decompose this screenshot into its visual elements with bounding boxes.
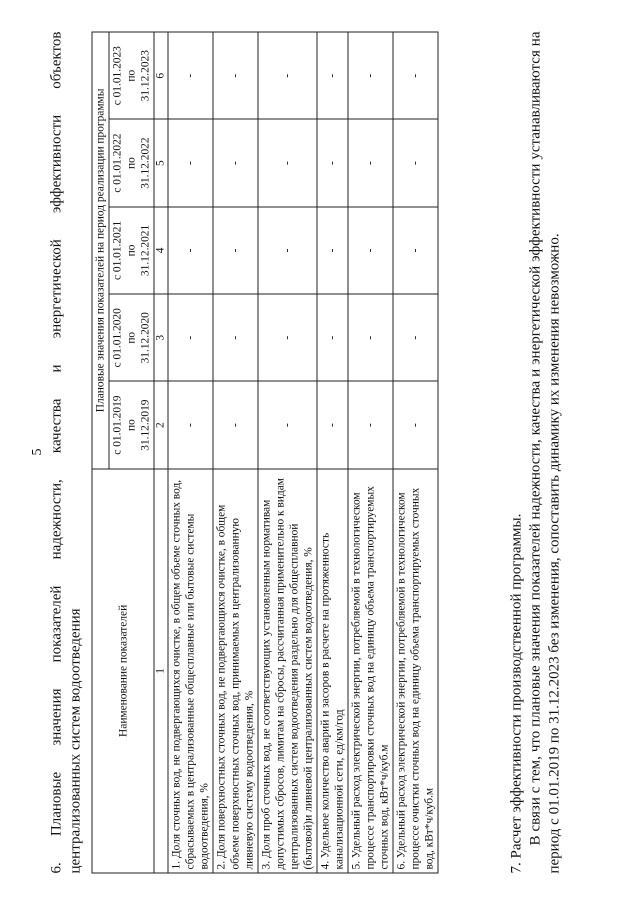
indicator-name: 6. Удельный расход электрической энергии, потребляемой в технологическом процессе очистки сточных вод на единицу объема транспортируемых сточных вод, кВт*ч/куб.м <box>393 469 438 873</box>
indicator-value: - <box>393 119 438 206</box>
heading-word: надежности, <box>48 479 65 560</box>
section6-heading <box>48 32 86 874</box>
indicator-value: - <box>168 294 213 381</box>
table-row <box>258 32 317 873</box>
column-number: 4 <box>154 207 168 294</box>
indicator-value: - <box>168 32 213 119</box>
column-number-row <box>154 32 168 873</box>
indicator-value: - <box>213 119 258 206</box>
indicator-value: - <box>213 207 258 294</box>
section7-title: 7. Расчет эффективности производственной программы. <box>508 513 525 874</box>
column-number: 2 <box>154 381 168 468</box>
table-row <box>317 32 348 873</box>
indicator-name: 5. Удельный расход электрической энергии, потребляемой в технологическом процессе транспортировки сточных вод на единицу объема транспортируемых сточных вод, кВт*ч/куб.м <box>348 469 393 873</box>
indicator-value: - <box>213 381 258 468</box>
heading-word: качества <box>48 398 65 454</box>
indicator-value: - <box>213 32 258 119</box>
indicator-value: - <box>317 119 348 206</box>
indicator-value: - <box>348 32 393 119</box>
section7-paragraph: В связи с тем, что плановые значения показателей надежности, качества и энергетической эффективности устанавливаются на период с 01.01.2019 по 31.12.2023 без изменения, сопоставить динамику их изменения невозможно. <box>527 31 563 874</box>
heading-word: показателей <box>48 585 65 663</box>
column-number: 6 <box>154 32 168 119</box>
indicator-value: - <box>393 207 438 294</box>
indicator-value: - <box>317 294 348 381</box>
page-number: 5 <box>30 448 45 456</box>
indicator-value: - <box>168 119 213 206</box>
indicator-value: - <box>258 119 317 206</box>
indicator-name: 3. Доля проб сточных вод, не соответствующих установленным нормативам допустимых сбросов, лимитам на сбросы, рассчитанная применительно к видам централизованных систем водоотведения раздельно для общесплавной (бытовой)и ливневой централизованных систем водоотведения, % <box>258 469 317 873</box>
column-number: 5 <box>154 119 168 206</box>
indicators-table <box>92 32 439 874</box>
indicator-value: - <box>393 381 438 468</box>
heading-word: энергетической <box>48 239 65 339</box>
header-group: Плановые значения показателей на период реализации программы <box>92 32 109 469</box>
heading-word: значения <box>48 688 65 746</box>
header-name: Наименование показателей <box>92 469 154 873</box>
indicator-value: - <box>168 381 213 468</box>
table-row <box>348 32 393 873</box>
indicator-name: 1. Доля сточных вод, не подвергающихся очистке, в общем объеме сточных вод, сбрасываемых в централизованные общесплавные или бытовые системы водоотведения, % <box>168 469 213 873</box>
column-number: 3 <box>154 294 168 381</box>
period-cell: с 01.01.2021 по 31.12.2021 <box>109 207 154 294</box>
table-row <box>168 32 213 873</box>
section6-heading-line2: централизованных систем водоотведения <box>67 608 84 874</box>
heading-word: эффективности <box>48 114 65 214</box>
indicator-value: - <box>317 381 348 468</box>
heading-word: Плановые <box>48 771 65 837</box>
period-cell: с 01.01.2022 по 31.12.2022 <box>109 119 154 206</box>
indicator-value: - <box>213 294 258 381</box>
rotated-content <box>48 32 593 874</box>
table-row <box>393 32 438 873</box>
indicator-value: - <box>317 32 348 119</box>
indicator-value: - <box>393 32 438 119</box>
column-number: 1 <box>154 469 168 873</box>
heading-word: 6. <box>48 862 65 874</box>
table-header-row <box>92 32 109 873</box>
heading-word: объектов <box>48 31 65 89</box>
indicator-value: - <box>258 381 317 468</box>
indicator-name: 2. Доля поверхностных сточных вод, не подвергающихся очистке, в общем объеме поверхностных сточных вод, принимаемых в централизованную ливневую систему водоотведения, % <box>213 469 258 873</box>
indicator-value: - <box>258 294 317 381</box>
indicator-name: 4. Удельное количество аварий и засоров в расчете на протяженность канализационной сети, ед/км/год <box>317 469 348 873</box>
indicator-value: - <box>348 207 393 294</box>
indicator-value: - <box>348 381 393 468</box>
section7 <box>508 32 565 874</box>
heading-word: и <box>48 364 65 373</box>
period-cell: с 01.01.2023 по 31.12.2023 <box>109 32 154 119</box>
indicator-value: - <box>258 32 317 119</box>
indicator-value: - <box>258 207 317 294</box>
section6-heading-line1 <box>48 32 67 874</box>
indicator-value: - <box>168 207 213 294</box>
table-row <box>213 32 258 873</box>
indicator-value: - <box>393 294 438 381</box>
indicator-value: - <box>348 119 393 206</box>
indicator-value: - <box>317 207 348 294</box>
indicator-value: - <box>348 294 393 381</box>
period-cell: с 01.01.2019 по 31.12.2019 <box>109 381 154 468</box>
period-cell: с 01.01.2020 по 31.12.2020 <box>109 294 154 381</box>
